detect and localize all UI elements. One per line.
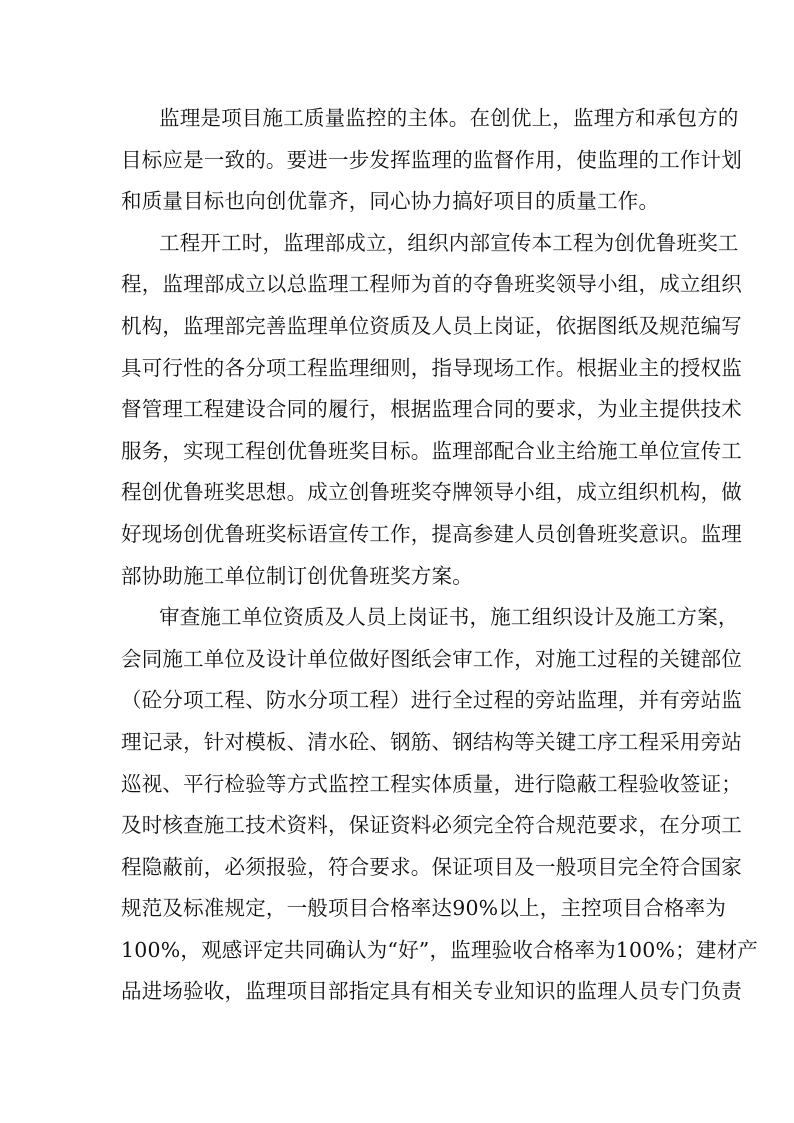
text-line: 巡视、平行检验等方式监控工程实体质量，进行隐蔽工程验收签证； <box>121 771 742 796</box>
text-line: 部协助施工单位制订创优鲁班奖方案。 <box>121 563 473 588</box>
text-line: 机构，监理部完善监理单位资质及人员上岗证，依据图纸及规范编写 <box>121 313 742 338</box>
body-text <box>121 98 758 1013</box>
text-line: 程创优鲁班奖思想。成立创鲁班奖夺牌领导小组，成立组织机构，做 <box>121 480 742 505</box>
paragraph-2 <box>121 223 742 597</box>
paragraph-3 <box>121 597 758 1013</box>
text-line: 服务，实现工程创优鲁班奖目标。监理部配合业主给施工单位宣传工 <box>121 438 742 463</box>
text-line: 和质量目标也向创优靠齐，同心协力搞好项目的质量工作。 <box>121 189 660 214</box>
text-line: 及时核查施工技术资料，保证资料必须完全符合规范要求，在分项工 <box>121 813 742 838</box>
text-line: 目标应是一致的。要进一步发挥监理的监督作用，使监理的工作计划 <box>121 147 742 172</box>
text-line: 好现场创优鲁班奖标语宣传工作，提高参建人员创鲁班奖意识。监理 <box>121 521 742 546</box>
text-line: 品进场验收，监理项目部指定具有相关专业知识的监理人员专门负责 <box>121 979 742 1004</box>
text-line: 监理是项目施工质量监控的主体。在创优上，监理方和承包方的 <box>159 106 739 130</box>
text-line: 会同施工单位及设计单位做好图纸会审工作，对施工过程的关键部位 <box>121 646 742 671</box>
text-line: 理记录，针对模板、清水砼、钢筋、钢结构等关键工序工程采用旁站 <box>121 729 742 754</box>
text-line: 督管理工程建设合同的履行，根据监理合同的要求，为业主提供技术 <box>121 397 742 422</box>
text-line: 规范及标准规定，一般项目合格率达90%以上，主控项目合格率为 <box>121 896 727 921</box>
text-line: 100%，观感评定共同确认为“好”，监理验收合格率为100%；建材产 <box>121 937 758 962</box>
text-line: （砼分项工程、防水分项工程）进行全过程的旁站监理，并有旁站监 <box>121 688 742 713</box>
paragraph-1 <box>121 98 742 223</box>
text-line: 程，监理部成立以总监理工程师为首的夺鲁班奖领导小组，成立组织 <box>121 272 742 297</box>
text-line: 具可行性的各分项工程监理细则，指导现场工作。根据业主的授权监 <box>121 355 742 380</box>
text-line: 工程开工时，监理部成立，组织内部宣传本工程为创优鲁班奖工 <box>159 230 739 255</box>
text-line: 程隐蔽前，必须报验，符合要求。保证项目及一般项目完全符合国家 <box>121 854 742 879</box>
text-line: 审查施工单位资质及人员上岗证书，施工组织设计及施工方案， <box>159 605 739 630</box>
